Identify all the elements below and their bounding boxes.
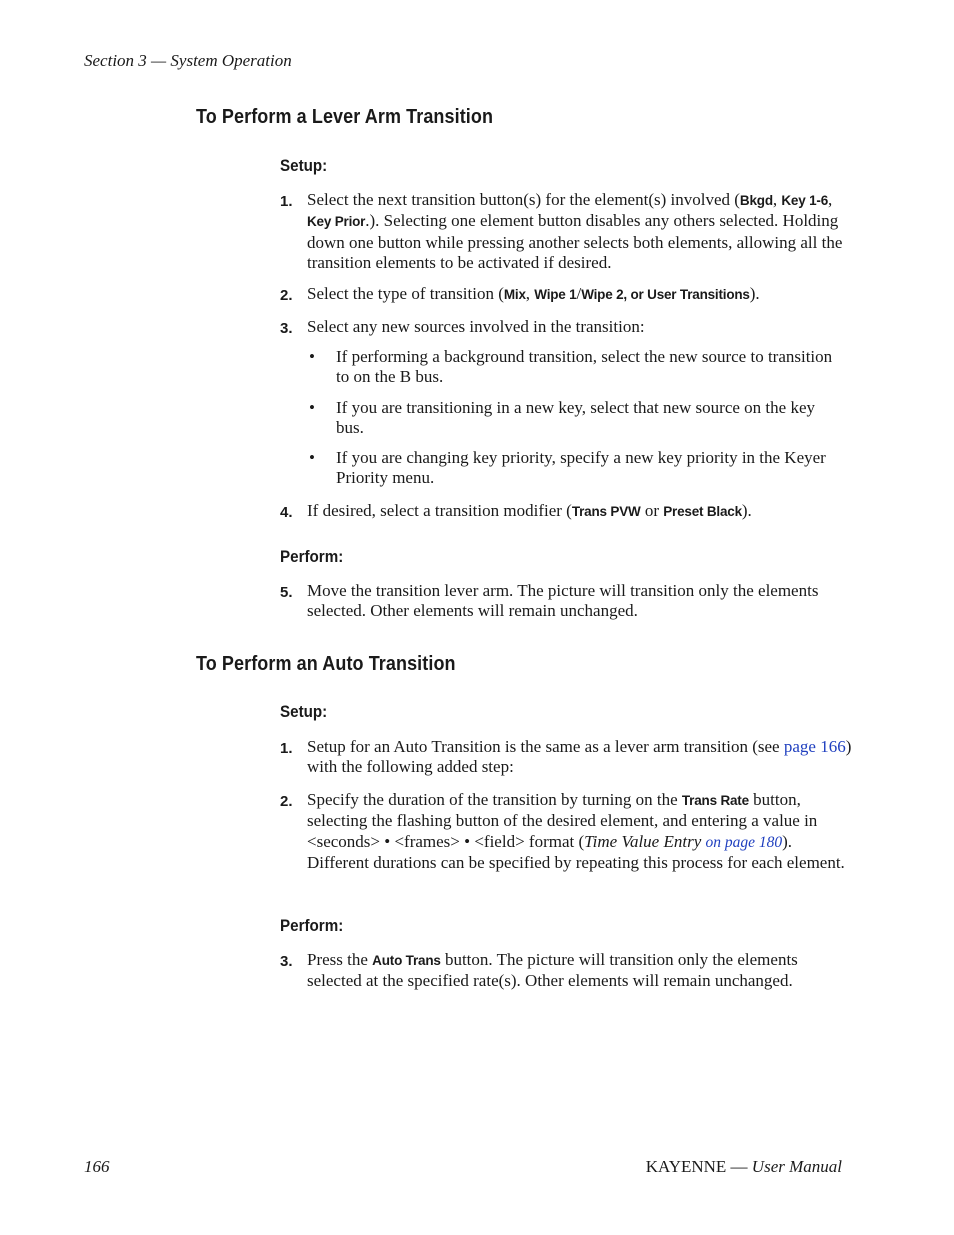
manual-name: User Manual <box>751 1157 842 1176</box>
ui-button-name: Preset Black <box>663 504 742 519</box>
text-run: ). <box>749 284 760 303</box>
page-number: 166 <box>84 1157 110 1176</box>
setup-label: Setup: <box>280 703 328 721</box>
ui-button-name: Trans Rate <box>681 793 749 808</box>
text-run: ). <box>741 501 752 520</box>
step-text: Move the transition lever arm. The picture will transition only the elements selected. Other elements will remain unchanged. <box>307 581 819 621</box>
text-run: button, selecting the flashing button of the desired element, and entering a value in <seconds> • <frames> • <field> format ( <box>307 790 818 851</box>
text-run: .). Selecting one element button disables any others selected. Holding down one button while pressing another selects both elements, allowing all the transition elements to be activated if desired. <box>307 211 843 272</box>
text-run: , <box>828 190 833 209</box>
page-link[interactable]: on page 180 <box>705 833 783 851</box>
text-run: ). Different durations can be specified by repeating this process for each element. <box>307 831 845 872</box>
step-text <box>307 501 852 522</box>
text-run: button. The picture will transition only the elements selected at the specified rate(s). Other elements will remain unchanged. <box>307 950 798 991</box>
bullet-dot: • <box>309 448 315 467</box>
step-number: 2. <box>280 793 293 810</box>
product-name: KAYENNE <box>645 1157 727 1176</box>
text-run: , <box>772 190 782 209</box>
running-head: Section 3 — System Operation <box>84 51 292 70</box>
step-text <box>307 950 852 992</box>
text-run: ) with the following added step: <box>307 737 852 777</box>
text-run: If desired, select a transition modifier ( <box>307 501 572 520</box>
step-number: 4. <box>280 504 293 521</box>
text-run: Setup for an Auto Transition is the same as a lever arm transition (see <box>307 737 784 756</box>
ui-button-name: Trans PVW <box>571 504 641 519</box>
text-run: / <box>576 284 582 303</box>
ui-button-name: Key 1-6 <box>781 193 829 208</box>
text-run: Select the next transition button(s) for the element(s) involved ( <box>307 190 740 209</box>
footer-separator: — <box>726 1157 752 1176</box>
step-number: 3. <box>280 320 293 337</box>
step-number: 1. <box>280 740 293 757</box>
cross-reference-title: Time Value Entry <box>584 831 702 851</box>
perform-label: Perform: <box>280 917 344 935</box>
step-text: Select any new sources involved in the transition: <box>307 317 645 336</box>
bullet-dot: • <box>309 398 315 417</box>
ui-button-name: Auto Trans <box>372 953 441 968</box>
step-number: 3. <box>280 953 293 970</box>
text-run: Specify the duration of the transition by turning on the <box>307 790 682 809</box>
ui-button-name: Wipe 1 <box>534 287 577 302</box>
text-run: , <box>525 284 535 303</box>
step-number: 1. <box>280 193 293 210</box>
perform-label: Perform: <box>280 548 344 566</box>
step-text <box>307 284 852 305</box>
step-text <box>307 190 852 273</box>
ui-button-name: Key Prior <box>307 214 366 230</box>
bullet-text: If you are transitioning in a new key, select that new source on the key bus. <box>336 398 815 438</box>
step-text <box>307 790 852 873</box>
bullet-dot: • <box>309 347 315 366</box>
step-number: 2. <box>280 287 293 304</box>
text-run: Select the type of transition ( <box>307 284 504 303</box>
footer-title <box>646 1157 842 1177</box>
ui-button-name: Wipe 2, or User Transitions <box>581 287 750 302</box>
step-number: 5. <box>280 584 293 601</box>
bullet-text: If you are changing key priority, specify a new key priority in the Keyer Priority menu. <box>336 448 826 488</box>
section-title-auto-transition: To Perform an Auto Transition <box>196 653 456 675</box>
ui-button-name: Mix <box>503 287 526 302</box>
step-text <box>307 737 852 778</box>
section-title-lever-arm: To Perform a Lever Arm Transition <box>196 106 494 128</box>
setup-label: Setup: <box>280 157 328 175</box>
page-link[interactable]: page 166 <box>783 737 846 756</box>
text-run: Press the <box>307 950 373 969</box>
text-run: or <box>640 501 664 520</box>
bullet-text: If performing a background transition, select the new source to transition to on the B bus. <box>336 347 833 387</box>
ui-button-name: Bkgd <box>739 193 773 208</box>
